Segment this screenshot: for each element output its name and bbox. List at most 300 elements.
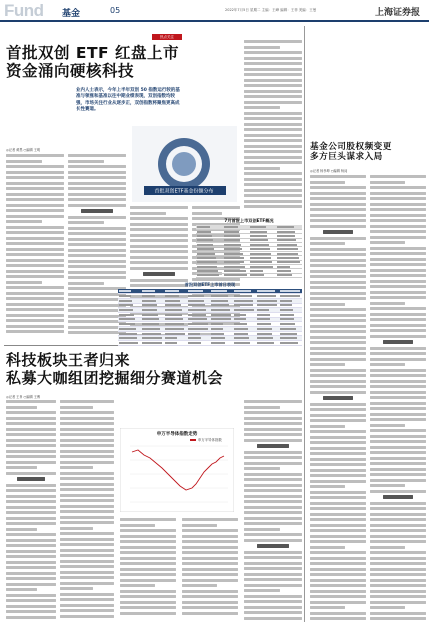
text-line <box>310 264 366 267</box>
text-line <box>6 406 37 409</box>
text-line <box>370 258 426 261</box>
chart-core <box>172 152 196 176</box>
fund-logo: Fund <box>4 1 44 20</box>
text-line <box>310 208 366 211</box>
text-line <box>120 606 176 609</box>
story3-headline <box>310 142 428 162</box>
text-line <box>130 206 188 209</box>
text-line <box>6 411 56 414</box>
text-line <box>130 234 188 237</box>
text-line <box>244 506 302 509</box>
text-line <box>68 238 126 241</box>
text-line <box>244 567 302 570</box>
column-divider <box>304 26 305 622</box>
text-line <box>6 165 64 168</box>
text-line <box>6 242 64 245</box>
text-line <box>182 551 238 554</box>
text-line <box>370 291 426 294</box>
chart-title: 申万半导体指数走势 <box>156 432 198 437</box>
text-line <box>244 101 302 104</box>
page-number: 05 <box>110 6 121 15</box>
text-line <box>244 406 280 409</box>
text-line <box>370 440 426 443</box>
text-line <box>370 490 426 493</box>
text-line <box>60 576 114 579</box>
text-line <box>370 402 426 405</box>
text-line <box>6 270 64 273</box>
text-line <box>310 248 366 251</box>
text-line <box>68 204 126 207</box>
story3-headline-line2: 多方巨头谋求入局 <box>310 152 383 163</box>
text-line <box>143 272 175 276</box>
text-line <box>310 430 366 433</box>
text-line <box>68 276 126 279</box>
text-line <box>370 197 426 200</box>
text-line <box>370 329 426 332</box>
text-line <box>310 617 366 620</box>
text-line <box>310 270 366 273</box>
text-line <box>60 598 114 601</box>
text-line <box>310 590 366 593</box>
text-line <box>120 557 176 560</box>
text-line <box>60 571 114 574</box>
text-line <box>244 106 280 109</box>
text-line <box>310 529 366 532</box>
text-line <box>244 200 302 203</box>
text-line <box>6 275 64 278</box>
text-line <box>257 444 289 448</box>
text-line <box>60 483 114 486</box>
text-line <box>310 314 366 317</box>
text-line <box>370 280 426 283</box>
table-cell <box>210 341 233 346</box>
text-line <box>310 584 366 587</box>
text-line <box>130 250 188 253</box>
text-line <box>370 595 426 598</box>
text-line <box>370 568 426 571</box>
text-line <box>244 562 302 565</box>
text-line <box>6 171 64 174</box>
text-line <box>310 452 366 455</box>
text-line <box>370 208 426 211</box>
text-line <box>6 330 64 333</box>
text-line <box>130 245 188 248</box>
text-line <box>310 292 366 295</box>
text-line <box>310 480 366 483</box>
text-line <box>244 595 302 598</box>
text-line <box>370 247 426 250</box>
text-line <box>6 616 56 619</box>
text-line <box>120 529 176 532</box>
text-line <box>6 605 56 608</box>
text-line <box>310 330 366 333</box>
text-line <box>310 225 366 228</box>
text-line <box>370 584 426 587</box>
text-line <box>244 617 302 620</box>
text-line <box>6 484 56 487</box>
text-line <box>370 546 405 549</box>
text-line <box>244 528 280 531</box>
table-cell <box>141 341 164 346</box>
text-line <box>130 239 188 242</box>
text-line <box>6 489 56 492</box>
text-line <box>310 286 366 289</box>
text-line <box>310 403 366 406</box>
text-line <box>370 230 426 233</box>
text-line <box>182 606 238 609</box>
text-line <box>244 172 302 175</box>
text-line <box>310 562 366 565</box>
text-line <box>310 181 345 184</box>
text-line <box>60 455 114 458</box>
text-line <box>120 601 176 604</box>
text-line <box>120 579 176 582</box>
text-line <box>370 307 426 310</box>
text-line <box>370 424 405 427</box>
text-line <box>6 314 64 317</box>
text-line <box>310 463 366 466</box>
text-line <box>370 479 426 482</box>
story2-body-col1 <box>6 400 56 622</box>
text-line <box>370 507 426 510</box>
text-line <box>6 193 64 196</box>
text-line <box>60 527 93 530</box>
text-line <box>370 612 426 615</box>
text-line <box>370 192 426 195</box>
text-line <box>244 134 302 137</box>
text-line <box>370 540 426 543</box>
text-line <box>6 209 64 212</box>
table-cell <box>256 341 279 346</box>
text-line <box>6 303 64 306</box>
text-line <box>6 204 64 207</box>
text-line <box>130 217 188 220</box>
text-line <box>244 578 302 581</box>
text-line <box>370 573 426 576</box>
text-line <box>60 400 114 403</box>
text-line <box>244 68 302 71</box>
date-info: 2022年7月5日 星期二 主编：王峰 编辑：王菲 美编：王曼 <box>225 8 317 12</box>
text-line <box>60 411 114 414</box>
text-line <box>370 313 426 316</box>
text-line <box>244 500 302 503</box>
text-line <box>120 551 176 554</box>
text-line <box>244 161 302 164</box>
text-line <box>17 477 45 481</box>
text-line <box>370 429 426 432</box>
text-line <box>68 271 126 274</box>
text-line <box>182 590 238 593</box>
text-line <box>6 176 64 179</box>
story3-byline: ◎记者 杨孝坤 ○编辑 杨闵 <box>310 169 348 173</box>
text-line <box>244 473 302 476</box>
text-line <box>130 223 188 226</box>
text-line <box>370 302 405 305</box>
table-cell <box>118 341 141 346</box>
text-line <box>310 369 366 372</box>
text-line <box>244 57 302 60</box>
text-line <box>68 249 126 252</box>
text-line <box>370 269 426 272</box>
text-line <box>310 485 345 488</box>
text-line <box>182 557 238 560</box>
text-line <box>6 539 56 542</box>
text-line <box>68 265 126 268</box>
text-line <box>244 139 302 142</box>
text-line <box>244 95 302 98</box>
text-line <box>370 352 426 355</box>
text-line <box>370 451 426 454</box>
text-line <box>370 186 426 189</box>
text-line <box>60 406 93 409</box>
text-line <box>310 363 345 366</box>
text-line <box>310 336 366 339</box>
table-cell <box>276 273 303 277</box>
text-line <box>370 468 426 471</box>
story2-chart <box>120 428 234 512</box>
text-line <box>244 522 302 525</box>
text-line <box>6 444 56 447</box>
text-line <box>244 478 302 481</box>
text-line <box>244 489 302 492</box>
text-line <box>310 540 366 543</box>
table-row <box>118 341 302 346</box>
text-line <box>310 358 366 361</box>
text-line <box>68 227 126 230</box>
text-line <box>60 510 114 513</box>
text-line <box>370 296 426 299</box>
text-line <box>370 502 426 505</box>
text-line <box>60 587 93 590</box>
text-line <box>244 189 302 192</box>
text-line <box>182 529 238 532</box>
text-line <box>6 220 42 223</box>
text-line <box>310 414 366 417</box>
text-line <box>68 216 126 219</box>
story2-body-col3 <box>120 518 176 622</box>
text-line <box>370 617 426 620</box>
text-line <box>6 325 64 328</box>
text-line <box>244 112 302 115</box>
text-line <box>244 517 302 520</box>
text-line <box>244 556 302 559</box>
text-line <box>310 535 366 538</box>
text-line <box>244 533 302 536</box>
text-line <box>370 324 426 327</box>
text-line <box>182 579 238 582</box>
text-line <box>60 461 114 464</box>
text-line <box>370 241 405 244</box>
table-row <box>196 273 302 277</box>
text-line <box>120 518 176 521</box>
text-line <box>182 595 238 598</box>
text-line <box>130 261 188 264</box>
text-line <box>6 319 64 322</box>
text-line <box>244 462 302 465</box>
text-line <box>6 231 64 234</box>
text-line <box>60 521 114 524</box>
text-line <box>120 573 176 576</box>
text-line <box>310 425 345 428</box>
text-line <box>370 181 405 184</box>
text-line <box>383 340 414 344</box>
text-line <box>244 73 302 76</box>
story2-body-col5 <box>244 400 302 622</box>
story1-body-col5 <box>244 40 302 212</box>
text-line <box>244 467 280 470</box>
text-line <box>6 522 56 525</box>
text-line <box>68 176 126 179</box>
text-line <box>370 214 426 217</box>
text-line <box>6 154 64 157</box>
text-line <box>60 615 114 618</box>
text-line <box>6 455 56 458</box>
text-line <box>310 197 366 200</box>
text-line <box>6 450 56 453</box>
text-line <box>244 606 302 609</box>
text-line <box>244 456 302 459</box>
text-line <box>6 182 64 185</box>
text-line <box>310 419 366 422</box>
story1-byline: ◎记者 黄思 ○编辑 王明 <box>6 148 41 152</box>
text-line <box>244 589 280 592</box>
page-header <box>0 0 429 22</box>
text-line <box>244 400 302 403</box>
text-line <box>68 171 126 174</box>
text-line <box>60 499 114 502</box>
text-line <box>310 281 366 284</box>
text-line <box>60 428 114 431</box>
text-line <box>182 568 238 571</box>
text-line <box>81 209 113 213</box>
text-line <box>6 264 64 267</box>
text-line <box>68 254 126 257</box>
text-line <box>310 507 366 510</box>
table1-title: 7月首批上市双创ETF概况 <box>224 218 274 223</box>
text-line <box>244 128 302 131</box>
text-line <box>6 259 64 262</box>
text-line <box>182 535 238 538</box>
text-line <box>310 557 366 560</box>
story2-byline: ◎记者 王肖 ○编辑 王博 <box>6 395 41 399</box>
text-line <box>244 79 302 82</box>
text-line <box>310 380 366 383</box>
story2-headline <box>6 352 302 387</box>
text-line <box>60 433 114 436</box>
text-line <box>244 511 302 514</box>
chart-legend-label: 申万半导体指数 <box>198 438 222 442</box>
text-line <box>310 524 366 527</box>
story2-body-col2 <box>60 400 114 622</box>
text-line <box>370 285 426 288</box>
story3-body-col2 <box>370 175 426 622</box>
text-line <box>244 194 302 197</box>
text-line <box>68 154 126 157</box>
text-line <box>244 439 302 442</box>
text-line <box>370 396 426 399</box>
text-line <box>244 205 302 208</box>
text-line <box>6 555 56 558</box>
text-line <box>310 551 366 554</box>
text-line <box>310 175 366 178</box>
text-line <box>120 584 155 587</box>
text-line <box>68 193 126 196</box>
text-line <box>120 562 176 565</box>
text-line <box>6 433 56 436</box>
chart-caption: 首批双创ETF基金份额分布 <box>154 188 214 195</box>
text-line <box>244 46 280 49</box>
text-line <box>130 256 188 259</box>
newspaper-name: 上海证券报 <box>375 8 421 18</box>
text-line <box>244 428 302 431</box>
text-line <box>6 281 42 284</box>
text-line <box>370 407 426 410</box>
story1-headline-line1: 首批双创 ETF 红盘上市 <box>6 44 180 62</box>
table-cell <box>187 341 210 346</box>
text-line <box>244 51 302 54</box>
text-line <box>120 540 176 543</box>
story2-headline-line2: 私募大咖组团挖掘细分赛道机会 <box>6 368 224 387</box>
text-line <box>370 462 426 465</box>
text-line <box>244 600 302 603</box>
text-line <box>6 439 56 442</box>
table2 <box>118 289 302 346</box>
section-name: 基金 <box>62 9 81 19</box>
text-line <box>6 248 64 251</box>
table-cell <box>249 273 276 277</box>
text-line <box>370 358 426 361</box>
text-line <box>120 546 176 549</box>
text-line <box>244 117 302 120</box>
text-line <box>244 156 302 159</box>
text-line <box>68 160 104 163</box>
text-line <box>182 584 217 587</box>
text-line <box>60 549 114 552</box>
text-line <box>68 260 126 263</box>
text-line <box>370 513 426 516</box>
text-line <box>60 422 114 425</box>
text-line <box>310 341 366 344</box>
text-line <box>130 267 188 270</box>
text-line <box>370 363 405 366</box>
text-line <box>182 612 238 615</box>
text-line <box>370 590 426 593</box>
text-line <box>60 417 114 420</box>
text-line <box>68 165 126 168</box>
text-line <box>182 562 238 565</box>
text-line <box>370 225 426 228</box>
text-line <box>310 469 366 472</box>
text-line <box>6 187 64 190</box>
text-line <box>120 524 155 527</box>
text-line <box>310 308 366 311</box>
text-line <box>244 484 302 487</box>
text-line <box>182 601 238 604</box>
text-line <box>244 411 302 414</box>
text-line <box>182 546 238 549</box>
text-line <box>370 219 426 222</box>
text-line <box>6 297 64 300</box>
text-line <box>370 391 426 394</box>
text-line <box>130 212 166 215</box>
text-line <box>6 588 37 591</box>
text-line <box>310 606 345 609</box>
text-line <box>370 374 426 377</box>
text-line <box>244 90 302 93</box>
text-line <box>383 495 414 499</box>
text-line <box>6 495 56 498</box>
text-line <box>310 546 345 549</box>
